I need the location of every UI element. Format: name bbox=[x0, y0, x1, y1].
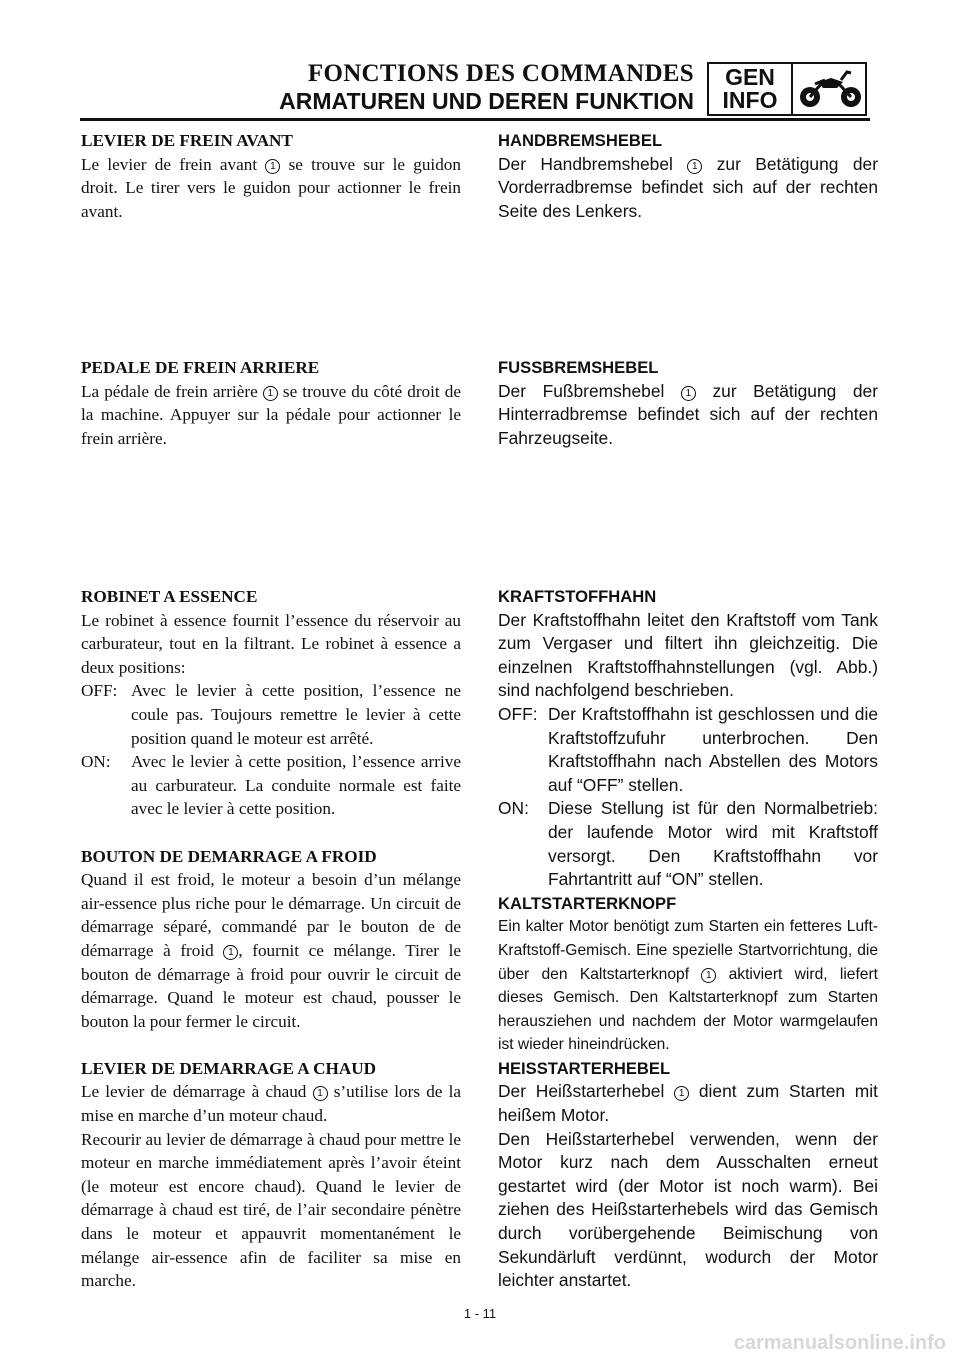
fr-choke-title: BOUTON DE DEMARRAGE A FROID bbox=[81, 846, 377, 866]
de-rear-brake-section bbox=[498, 356, 878, 450]
fr-choke-text: Quand il est froid, le moteur a besoin d’un mélange air-essence plus riche pour le démarrage. Un circuit de démarrage séparé, commandé par le bouton de de démarrage à froid 1 , fournit ce mélange. Tirer le bouton de démarrage à froid pour ouvrir le circuit de démarrage. Quand le moteur est chaud, pousser le bouton la pour fermer le circuit. bbox=[81, 870, 461, 1031]
fr-front-brake-section bbox=[81, 129, 461, 223]
de-front-brake-text: Der Handbremshebel 1 zur Betätigung der Vorderradbremse befindet sich auf der rechten Seite des Lenkers. bbox=[498, 153, 878, 221]
on-label: ON: bbox=[498, 798, 529, 819]
de-choke-text: Ein kalter Motor benötigt zum Starten ein fetteres Luft-Kraftstoff-Gemisch. Eine spezielle Startvorrichtung, die über den Kaltstarterknopf 1 aktiviert wird, liefert dieses Gemisch. Den Kaltstarterknopf zum Starten herausziehen und nachdem der Motor warmgelaufen ist wieder hineindrücken. bbox=[498, 918, 878, 1054]
de-rear-brake-title: FUSSBREMSHEBEL bbox=[498, 358, 659, 377]
de-fuel-on-item: ON: Diese Stellung ist für den Normalbetrieb: der laufende Motor wird mit Kraftstoff versorgt. Den Kraftstoffhahn vor Fahrtantritt auf “ON” stellen. bbox=[498, 798, 878, 890]
callout-1: 1 bbox=[313, 1086, 328, 1101]
badge-line-2: INFO bbox=[722, 87, 778, 113]
page-number: 1 - 11 bbox=[463, 1306, 497, 1321]
fr-hot-start-title: LEVIER DE DEMARRAGE A CHAUD bbox=[81, 1058, 377, 1078]
de-rear-brake-text: Der Fußbremshebel 1 zur Betätigung der Hinterradbremse befindet sich auf der rechten Fahrzeugseite. bbox=[498, 380, 878, 448]
fr-front-brake-text: Le levier de frein avant 1 se trouve sur le guidon droit. Le tirer vers le guidon pour actionner le frein avant. bbox=[81, 154, 461, 221]
callout-1: 1 bbox=[263, 386, 278, 401]
callout-1: 1 bbox=[674, 1086, 689, 1101]
fr-rear-brake-section bbox=[81, 356, 461, 450]
de-hot-start-text-2: Den Heißstarterhebel verwenden, wenn der Motor kurz nach dem Ausschalten erneut gestartet wird (der Motor ist noch warm). Bei ziehen des Heißstarterhebels wird das Gemisch durch vorübergehende Beimischung von Sekundärluft verdünnt, wodurch der Motor leichter anstartet. bbox=[498, 1128, 878, 1291]
callout-1: 1 bbox=[681, 386, 696, 401]
fr-hot-start-text-2: Recourir au levier de démarrage à chaud pour mettre le moteur en marche immédiatement après l’avoir éteint (le moteur est encore chaud). Quand le levier de démarrage à chaud est tiré, de l’air secondaire pénètre dans le moteur et appauvrit momentanément le mélange air-essence afin de faciliter sa mise en marche. bbox=[81, 1129, 461, 1291]
badge-text bbox=[709, 64, 793, 114]
de-hot-start-text: Der Heißstarterhebel 1 dient zum Starten mit heißem Motor. bbox=[498, 1081, 878, 1126]
de-fuel-cock-text: Der Kraftstoffhahn leitet den Kraftstoff vom Tank zum Vergaser und filtert ihn gleichzeitig. Die einzelnen Kraftstoffhahnstellungen (vgl. Abb.) sind nachfolgend beschrieben. bbox=[498, 609, 878, 701]
fr-fuel-cock-section bbox=[81, 585, 461, 1293]
de-choke-title: KALTSTARTERKNOPF bbox=[498, 893, 677, 913]
header-title-german: ARMATUREN UND DEREN FUNKTION bbox=[279, 88, 694, 114]
de-fuel-cock-title: KRAFTSTOFFHAHN bbox=[498, 587, 657, 606]
fr-fuel-on-item: ON: Avec le levier à cette position, l’essence arrive au carburateur. La conduite normale est faite avec le levier à cette position. bbox=[81, 752, 461, 819]
de-front-brake-section bbox=[498, 129, 878, 223]
de-hot-start-title: HEISSTARTERHEBEL bbox=[498, 1058, 671, 1078]
fr-front-brake-title: LEVIER DE FREIN AVANT bbox=[81, 131, 293, 150]
callout-1: 1 bbox=[223, 945, 238, 960]
motorcycle-icon bbox=[795, 66, 865, 112]
fr-rear-brake-title: PEDALE DE FREIN ARRIERE bbox=[81, 358, 320, 377]
on-label: ON: bbox=[81, 752, 111, 772]
callout-1: 1 bbox=[265, 159, 280, 174]
fr-fuel-cock-text: Le robinet à essence fournit l’essence du réservoir au carburateur, tout en la filtrant. Le robinet à essence a deux positions: bbox=[81, 610, 461, 677]
section-badge bbox=[707, 62, 867, 116]
fr-rear-brake-text: La pédale de frein arrière 1 se trouve du côté droit de la machine. Appuyer sur la pédale pour actionner le frein arrière. bbox=[81, 381, 461, 448]
fr-fuel-cock-title: ROBINET A ESSENCE bbox=[81, 587, 258, 606]
callout-1: 1 bbox=[687, 159, 702, 174]
fr-hot-start-text: Le levier de démarrage à chaud 1 s’utilise lors de la mise en marche d’un moteur chaud. bbox=[81, 1082, 461, 1126]
off-label: OFF: bbox=[498, 703, 538, 724]
badge-line-1: GEN bbox=[725, 64, 775, 90]
callout-1: 1 bbox=[701, 968, 716, 983]
fr-fuel-off-item: OFF: Avec le levier à cette position, l’essence ne coule pas. Toujours remettre le levier à cette position quand le moteur est arrêté. bbox=[81, 681, 461, 748]
header-rule bbox=[80, 118, 870, 121]
header-title-french: FONCTIONS DES COMMANDES bbox=[307, 60, 694, 87]
watermark: carmanualsonline.info bbox=[733, 1332, 946, 1354]
de-fuel-off-item: OFF: Der Kraftstoffhahn ist geschlossen und die Kraftstoffzufuhr unterbrochen. Den Kraftstoffhahn nach Abstellen des Motors auf “OFF” stellen. bbox=[498, 703, 878, 795]
de-front-brake-title: HANDBREMSHEBEL bbox=[498, 131, 663, 150]
off-label: OFF: bbox=[81, 681, 118, 701]
de-fuel-cock-section bbox=[498, 585, 878, 1293]
